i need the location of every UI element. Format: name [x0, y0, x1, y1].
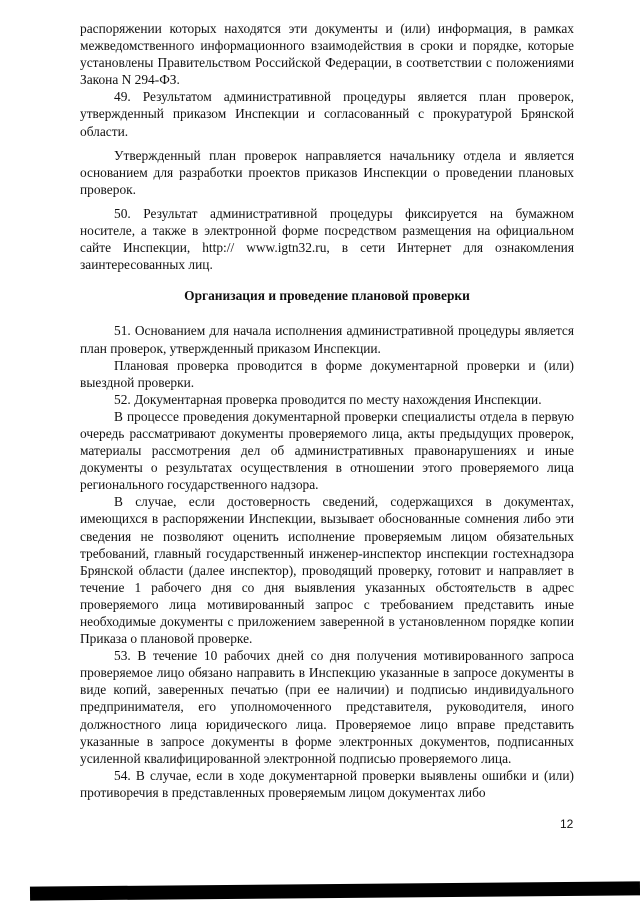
paragraph-52: 52. Документарная проверка проводится по месту нахождения Инспекции. — [114, 391, 542, 407]
paragraph-documentary-process: В процессе проведения документарной проверки специалисты отдела в первую очередь рассматривают документы проверяемого лица, акты предыдущих проверок, материалы рассмотрения дел об административных правонарушениях и иные документы о результатах осуществления в отношении этого проверяемого лица регионального государственного надзора. — [80, 408, 574, 493]
paragraph-53: 53. В течение 10 рабочих дней со дня получения мотивированного запроса проверяемое лицо обязано направить в Инспекцию указанные в запросе документы в виде копий, заверенных печатью (при ее наличии) и подписью индивидуального предпринимателя, его уполномоченного представителя, руководителя, иного должностного лица юридического лица. Проверяемое лицо вправе представить указанные в запросе документы в форме электронных документов, подписанных усиленной квалифицированной электронной подписью проверяемого лица. — [80, 648, 574, 766]
scan-edge-bar — [30, 881, 640, 900]
paragraph-approved-plan: Утвержденный план проверок направляется начальнику отдела и является основанием для разработки проектов приказов Инспекции о проведении плановых проверок. — [80, 147, 574, 197]
paragraph-continuation: распоряжении которых находятся эти документы и (или) информация, в рамках межведомственного информационного взаимодействия в сроки и порядке, которые установлены Правительством Российской Федерации, в соответствии с положениями Закона N 294-ФЗ. — [80, 21, 574, 88]
paragraph-51: 51. Основанием для начала исполнения административной процедуры является план проверок, утвержденный приказом Инспекции. — [80, 323, 574, 356]
paragraph-49: 49. Результатом административной процедуры является план проверок, утвержденный приказом Инспекции и согласованный с прокуратурой Брянской области. — [80, 89, 574, 139]
section-heading: Организация и проведение плановой проверки — [184, 288, 470, 304]
document-body — [80, 20, 574, 801]
paragraph-50: 50. Результат административной процедуры фиксируется на бумажном носителе, а также в электронной форме посредством размещения на официальном сайте Инспекции, http:// www.igtn32.ru, в сети Интернет для ознакомления заинтересованных лиц. — [80, 205, 574, 273]
page-number: 12 — [560, 817, 574, 831]
paragraph-54: 54. В случае, если в ходе документарной проверки выявлены ошибки и (или) противоречия в представленных проверяемым лицом документах либо — [80, 767, 574, 800]
paragraph-planned-inspection: Плановая проверка проводится в форме документарной проверки и (или) выездной проверки. — [80, 357, 574, 390]
paragraph-reliability: В случае, если достоверность сведений, содержащихся в документах, имеющихся в распоряжении Инспекции, вызывает обоснованные сомнения либо эти сведения не позволяют оценить исполнение проверяемым лицом обязательных требований, главный государственный инженер-инспектор инспекции гостехнадзора Брянской области (далее инспектор), проводящий проверку, готовит и направляет в течение 1 рабочего дня со дня выявления указанных обстоятельств в адрес проверяемого лица мотивированный запрос с требованием представить иные необходимые документы с приложением заверенной в установленном порядке копии Приказа о плановой проверке. — [80, 494, 574, 647]
